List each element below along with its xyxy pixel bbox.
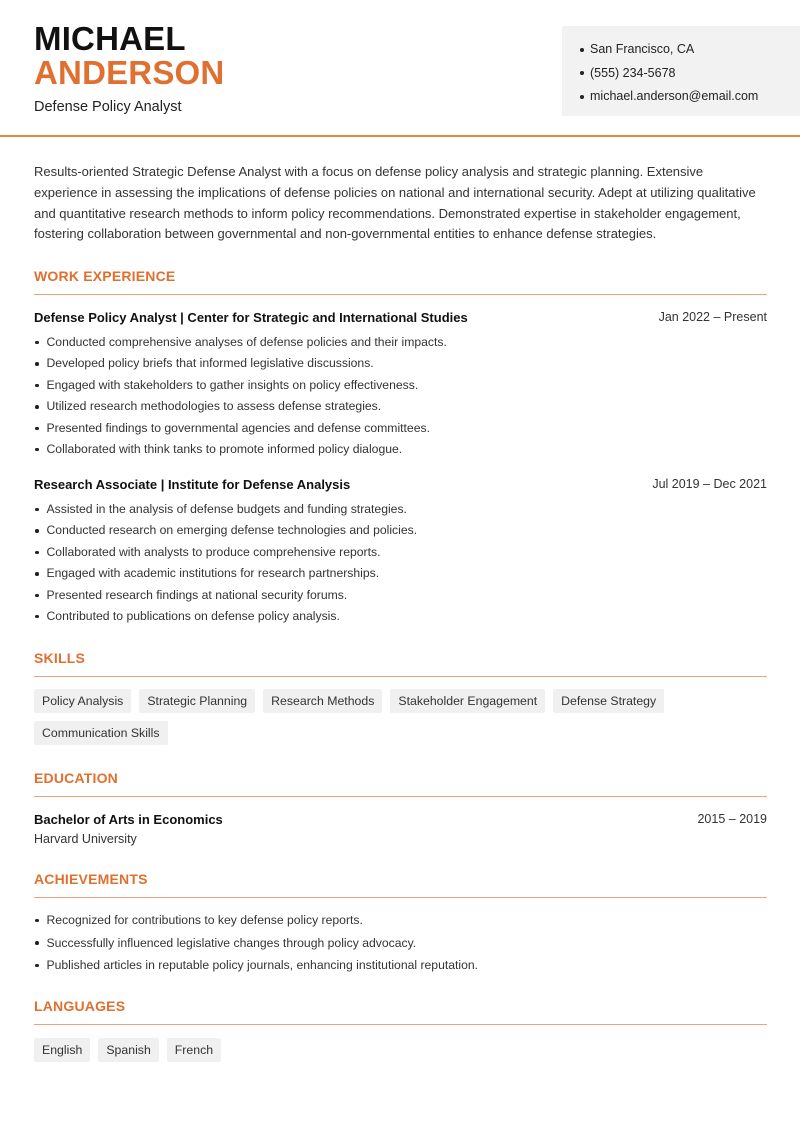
section-title-languages: LANGUAGES: [34, 998, 126, 1014]
bullet-icon: [35, 384, 39, 388]
skill-tag: Policy Analysis: [34, 689, 131, 713]
list-item: Collaborated with think tanks to promote informed policy dialogue.: [34, 439, 767, 460]
section-title-work: WORK EXPERIENCE: [34, 268, 176, 284]
language-tag: French: [167, 1038, 221, 1062]
bullet-icon: [35, 508, 39, 512]
language-tag: English: [34, 1038, 90, 1062]
bullet-icon: [35, 405, 39, 409]
list-item: Contributed to publications on defense policy analysis.: [34, 606, 767, 627]
list-item: Presented research findings at national security forums.: [34, 585, 767, 606]
list-item: Collaborated with analysts to produce comprehensive reports.: [34, 542, 767, 563]
bullet-icon: [580, 48, 584, 52]
section-divider: [34, 294, 767, 295]
list-item: Engaged with stakeholders to gather insights on policy effectiveness.: [34, 375, 767, 396]
skill-tag: Defense Strategy: [553, 689, 664, 713]
contact-location: San Francisco, CA: [580, 38, 800, 62]
list-item: Engaged with academic institutions for research partnerships.: [34, 563, 767, 584]
section-divider: [34, 897, 767, 898]
job-dates: Jul 2019 – Dec 2021: [652, 477, 767, 491]
job-bullets: [34, 332, 767, 460]
contact-phone: (555) 234-5678: [580, 62, 800, 86]
job-bullets: [34, 499, 767, 627]
skill-tag: Communication Skills: [34, 721, 168, 745]
bullet-icon: [580, 71, 584, 75]
list-item: Utilized research methodologies to assess defense strategies.: [34, 396, 767, 417]
section-divider: [34, 676, 767, 677]
skill-tag: Research Methods: [263, 689, 382, 713]
list-item: Presented findings to governmental agencies and defense committees.: [34, 418, 767, 439]
bullet-icon: [35, 572, 39, 576]
list-item: Developed policy briefs that informed legislative discussions.: [34, 353, 767, 374]
section-divider: [34, 796, 767, 797]
skill-tag: Stakeholder Engagement: [390, 689, 545, 713]
bullet-icon: [35, 551, 39, 555]
section-title-skills: SKILLS: [34, 650, 85, 666]
languages-list: [34, 1038, 767, 1062]
school: Harvard University: [34, 832, 137, 846]
list-item: Assisted in the analysis of defense budgets and funding strategies.: [34, 499, 767, 520]
bullet-icon: [35, 919, 39, 923]
language-tag: Spanish: [98, 1038, 158, 1062]
bullet-icon: [35, 427, 39, 431]
job-heading: Research Associate | Institute for Defense Analysis: [34, 477, 351, 492]
resume-header: [0, 0, 800, 137]
education-header: [34, 812, 767, 827]
bullet-icon: [35, 941, 39, 945]
list-item: Conducted comprehensive analyses of defense policies and their impacts.: [34, 332, 767, 353]
bullet-icon: [35, 529, 39, 533]
skills-list: [34, 689, 767, 745]
job-dates: Jan 2022 – Present: [658, 310, 767, 324]
job-header: [34, 310, 767, 325]
degree: Bachelor of Arts in Economics: [34, 812, 223, 827]
achievements-list: [34, 909, 767, 977]
list-item: Successfully influenced legislative changes through policy advocacy.: [34, 932, 767, 955]
bullet-icon: [35, 448, 39, 452]
section-title-achievements: ACHIEVEMENTS: [34, 871, 148, 887]
list-item: Conducted research on emerging defense technologies and policies.: [34, 520, 767, 541]
list-item: Published articles in reputable policy journals, enhancing institutional reputation.: [34, 954, 767, 977]
first-name: MICHAEL: [34, 20, 186, 57]
list-item: Recognized for contributions to key defense policy reports.: [34, 909, 767, 932]
last-name: ANDERSON: [34, 54, 225, 91]
education-dates: 2015 – 2019: [697, 812, 767, 826]
bullet-icon: [35, 615, 39, 619]
skill-tag: Strategic Planning: [139, 689, 255, 713]
bullet-icon: [35, 341, 39, 345]
section-divider: [34, 1024, 767, 1025]
candidate-name: [34, 22, 224, 90]
summary-text: Results-oriented Strategic Defense Analyst with a focus on defense policy analysis and strategic planning. Extensive experience in assessing the implications of defense policies on national and international security. Adept at utilizing qualitative and quantitative research methods to inform policy recommendations. Demonstrated expertise in stakeholder engagement, fostering collaboration between governmental and non-governmental entities to enhance defense strategies.: [34, 164, 756, 242]
job-title: Defense Policy Analyst: [34, 99, 182, 115]
contact-email[interactable]: michael.anderson@email.com: [580, 85, 800, 109]
bullet-icon: [35, 362, 39, 366]
bullet-icon: [35, 594, 39, 598]
section-title-education: EDUCATION: [34, 770, 118, 786]
bullet-icon: [35, 964, 39, 968]
bullet-icon: [580, 95, 584, 99]
job-header: [34, 477, 767, 492]
job-heading: Defense Policy Analyst | Center for Strategic and International Studies: [34, 310, 468, 325]
contact-box: [562, 26, 800, 116]
